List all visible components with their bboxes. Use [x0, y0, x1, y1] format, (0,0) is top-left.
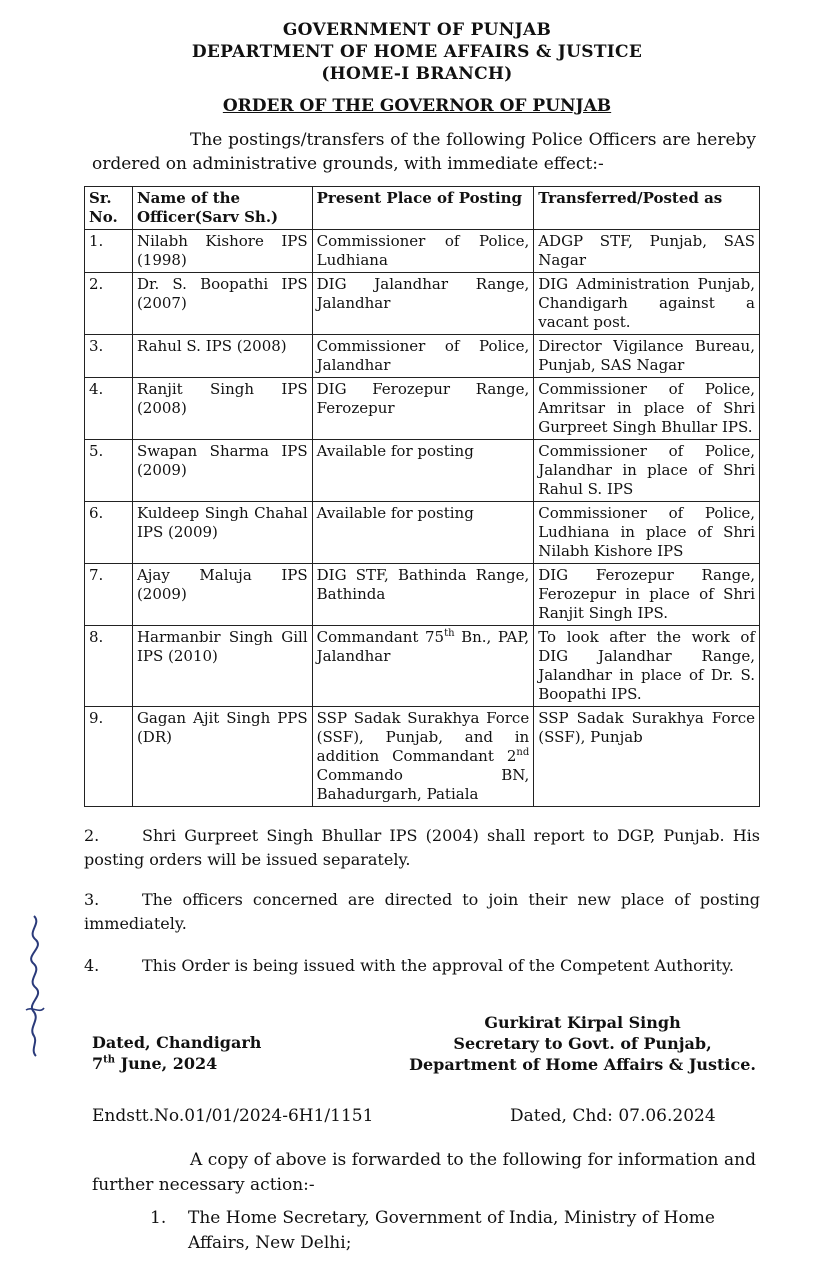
cell-sr: 7. — [85, 564, 133, 626]
table-header-row — [85, 187, 760, 230]
cell-transferred: Commissioner of Police, Amritsar in place of Shri Gurpreet Singh Bhullar IPS. — [534, 378, 760, 440]
intro-paragraph: The postings/transfers of the following Police Officers are hereby ordered on administrative grounds, with immediate effect:- — [92, 130, 756, 174]
cell-name: Rahul S. IPS (2008) — [132, 335, 312, 378]
header-present: Present Place of Posting — [312, 187, 534, 230]
endorsement-number: Endstt.No.01/01/2024-6H1/1151 — [92, 1106, 374, 1126]
cell-name: Ranjit Singh IPS (2008) — [132, 378, 312, 440]
copy-list-item — [150, 1206, 756, 1256]
cell-transferred: DIG Administration Punjab, Chandigarh against a vacant post. — [534, 273, 760, 335]
cell-name: Kuldeep Singh Chahal IPS (2009) — [132, 502, 312, 564]
cell-sr: 8. — [85, 626, 133, 707]
table-row — [85, 273, 760, 335]
paragraph-4: 4. This Order is being issued with the approval of the Competent Authority. — [84, 956, 734, 975]
endorsement-date: Dated, Chd: 07.06.2024 — [510, 1106, 716, 1126]
cell-transferred: Director Vigilance Bureau, Punjab, SAS Nagar — [534, 335, 760, 378]
postings-table — [84, 186, 760, 807]
table-row — [85, 230, 760, 273]
cell-present: Commissioner of Police, Ludhiana — [312, 230, 534, 273]
cell-sr: 9. — [85, 707, 133, 807]
cell-present: DIG STF, Bathinda Range, Bathinda — [312, 564, 534, 626]
header-government: GOVERNMENT OF PUNJAB — [282, 20, 552, 40]
table-row — [85, 440, 760, 502]
cell-present: Available for posting — [312, 502, 534, 564]
signatory-name: Gurkirat Kirpal Singh — [484, 1013, 681, 1032]
cell-name: Nilabh Kishore IPS (1998) — [132, 230, 312, 273]
cell-sr: 2. — [85, 273, 133, 335]
cell-name: Dr. S. Boopathi IPS (2007) — [132, 273, 312, 335]
cell-transferred: To look after the work of DIG Jalandhar Range, Jalandhar in place of Dr. S. Boopathi IPS. — [534, 626, 760, 707]
header-sr: Sr. No. — [85, 187, 133, 230]
cell-name: Gagan Ajit Singh PPS (DR) — [132, 707, 312, 807]
dated-place: Dated, Chandigarh — [92, 1033, 262, 1052]
copy-list-text: The Home Secretary, Government of India, Ministry of Home Affairs, New Delhi; — [188, 1208, 715, 1253]
cell-present: SSP Sadak Surakhya Force (SSF), Punjab, and in addition Commandant 2nd Commando BN, Bahadurgarh, Patiala — [312, 707, 534, 807]
cell-sr: 4. — [85, 378, 133, 440]
cell-present: Commandant 75th Bn., PAP, Jalandhar — [312, 626, 534, 707]
table-row — [85, 626, 760, 707]
cell-sr: 5. — [85, 440, 133, 502]
cell-sr: 1. — [85, 230, 133, 273]
header-branch: (HOME-I BRANCH) — [321, 64, 513, 84]
copy-list-number: 1. — [150, 1208, 167, 1228]
header-transferred: Transferred/Posted as — [534, 187, 760, 230]
header-name: Name of the Officer(Sarv Sh.) — [132, 187, 312, 230]
table-row — [85, 707, 760, 807]
initials-signature — [14, 910, 54, 1060]
cell-transferred: Commissioner of Police, Jalandhar in place of Shri Rahul S. IPS — [534, 440, 760, 502]
cell-name: Ajay Maluja IPS (2009) — [132, 564, 312, 626]
table-row — [85, 378, 760, 440]
cell-present: Available for posting — [312, 440, 534, 502]
paragraph-3: 3. The officers concerned are directed to join their new place of posting immediately. — [84, 890, 760, 933]
cell-present: Commissioner of Police, Jalandhar — [312, 335, 534, 378]
cell-present: DIG Jalandhar Range, Jalandhar — [312, 273, 534, 335]
table-row — [85, 564, 760, 626]
cell-name: Harmanbir Singh Gill IPS (2010) — [132, 626, 312, 707]
table-row — [85, 502, 760, 564]
dated-date: 7th June, 2024 — [92, 1054, 218, 1073]
dated-block — [92, 1032, 261, 1074]
cell-transferred: DIG Ferozepur Range, Ferozepur in place of Shri Ranjit Singh IPS. — [534, 564, 760, 626]
cell-sr: 3. — [85, 335, 133, 378]
cell-transferred: SSP Sadak Surakhya Force (SSF), Punjab — [534, 707, 760, 807]
paragraph-2: 2. Shri Gurpreet Singh Bhullar IPS (2004) shall report to DGP, Punjab. His posting orders will be issued separately. — [84, 826, 760, 869]
order-title: ORDER OF THE GOVERNOR OF PUNJAB — [222, 96, 612, 116]
cell-transferred: ADGP STF, Punjab, SAS Nagar — [534, 230, 760, 273]
signatory-block — [409, 1012, 756, 1075]
copy-forward-text: A copy of above is forwarded to the following for information and further necessary action:- — [92, 1150, 756, 1195]
table-row — [85, 335, 760, 378]
signatory-department: Department of Home Affairs & Justice. — [409, 1055, 756, 1074]
cell-transferred: Commissioner of Police, Ludhiana in place of Shri Nilabh Kishore IPS — [534, 502, 760, 564]
cell-name: Swapan Sharma IPS (2009) — [132, 440, 312, 502]
cell-present: DIG Ferozepur Range, Ferozepur — [312, 378, 534, 440]
cell-sr: 6. — [85, 502, 133, 564]
signatory-designation: Secretary to Govt. of Punjab, — [453, 1034, 712, 1053]
header-department: DEPARTMENT OF HOME AFFAIRS & JUSTICE — [191, 42, 643, 62]
